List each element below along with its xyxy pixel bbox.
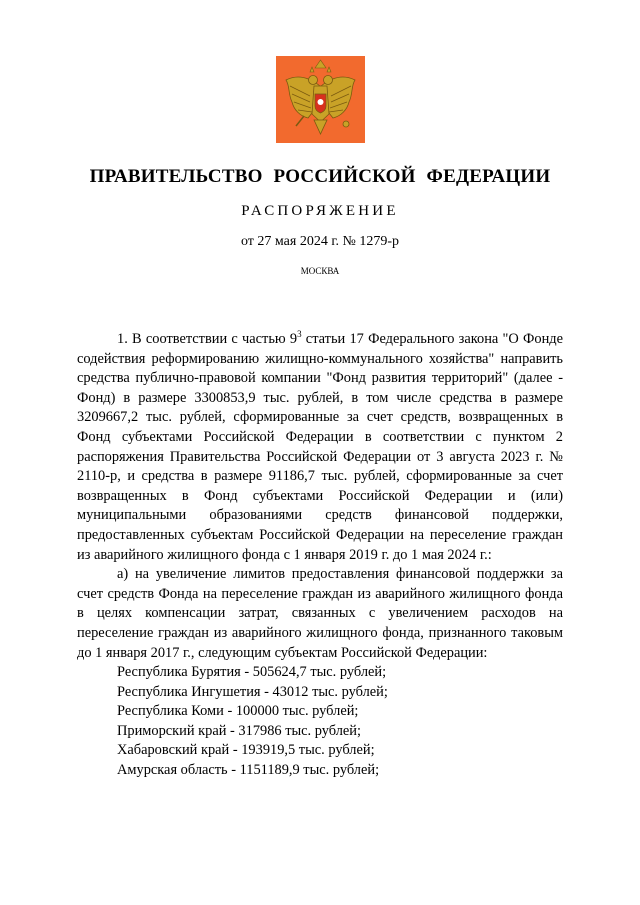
paragraph-1-lead: 1. В соответствии с частью 9 [117, 331, 298, 347]
list-item: Республика Бурятия - 505624,7 тыс. рублей; [117, 664, 387, 681]
list-item: Приморский край - 317986 тыс. рублей; [117, 722, 361, 739]
regions-list [77, 663, 563, 781]
document-city: МОСКВА [300, 266, 340, 276]
coat-of-arms-icon [276, 56, 365, 143]
list-item: Республика Ингушетия - 43012 тыс. рублей; [117, 683, 388, 700]
page-title: ПРАВИТЕЛЬСТВО РОССИЙСКОЙ ФЕДЕРАЦИИ [89, 166, 551, 187]
paragraph-1 [77, 330, 563, 565]
document-date-number: от 27 мая 2024 г. № 1279-р [240, 234, 400, 249]
document-body [77, 330, 563, 781]
document-type: РАСПОРЯЖЕНИЕ [241, 203, 399, 219]
paragraph-1-rest: статьи 17 Федерального закона "О Фонде содействия реформированию жилищно-коммунального хозяйства" направить средства публично-правовой компании "Фонд развития территорий" (далее - Фонд) в размере 3300853,9 тыс. рублей, в том числе средства в размере 3209667,2 тыс. рублей, сформированные за счет средств, возвращенных в Фонд субъектами Российской Федерации в соответствии с пунктом 2 распоряжения Правительства Российской Федерации от 3 августа 2023 г. № 2110-р, и средства в размере 91186,7 тыс. рублей, сформированные за счет возвращенных в Фонд субъектами Российской Федерации и (или) муниципальными образованиями средств финансовой поддержки, предоставленных субъектам Российской Федерации на переселение граждан из аварийного жилищного фонда с 1 января 2019 г. до 1 мая 2024 г.: [77, 331, 564, 563]
list-item: Хабаровский край - 193919,5 тыс. рублей; [117, 742, 375, 759]
superscript: 3 [297, 329, 302, 339]
list-item: Республика Коми - 100000 тыс. рублей; [117, 703, 359, 720]
list-item: Амурская область - 1151189,9 тыс. рублей; [117, 762, 380, 779]
paragraph-2: а) на увеличение лимитов предоставления финансовой поддержки за счет средств Фонда на переселение граждан из аварийного жилищного фонда в целях компенсации затрат, связанных с увеличением расходов на переселение граждан из аварийного жилищного фонда, признанного таковым до 1 января 2017 г., следующим субъектам Российской Федерации: [77, 566, 563, 661]
